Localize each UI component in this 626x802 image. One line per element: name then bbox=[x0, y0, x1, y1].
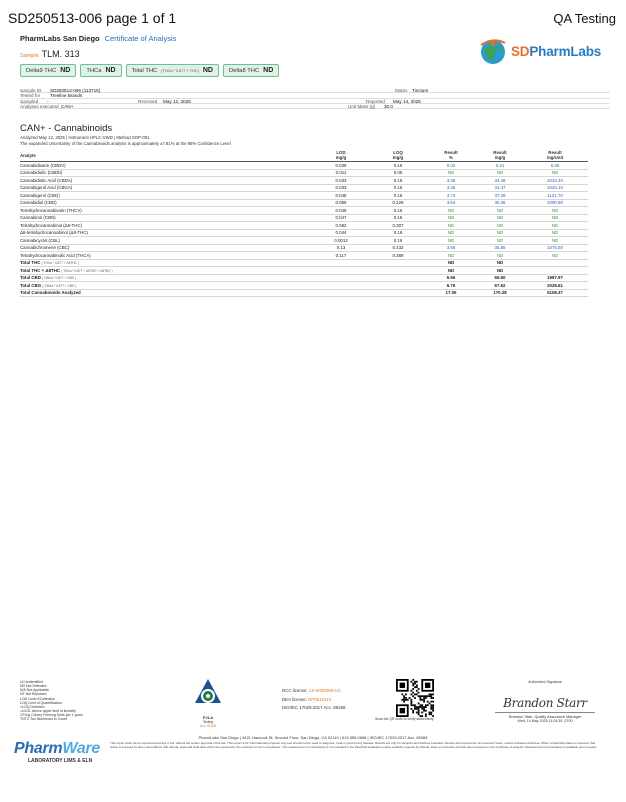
sample-name: TLM. 313 bbox=[41, 49, 80, 59]
result-pct-cell: 3.45 bbox=[424, 177, 478, 185]
analyte-cell: Cannabigerol Acid (CBGA) bbox=[20, 184, 310, 192]
dcc-license: DCC license: C8-0000098-LIC bbox=[282, 688, 342, 693]
pharmlabs-globe-logo-icon bbox=[477, 35, 509, 67]
lod-cell bbox=[310, 282, 372, 290]
footer-disclaimer: This report shall not be reproduced except in full, without the written approval of the lab. This report is for informational purposes only and should not be used to diagnose, treat or prevent any disease. Results are only for samples and batches indicated. Results and reported as "as received" basis, unless indicated otherwise. When a Pass/Fail status is reported, that status is imposed by law in accordance with federal, state and local laws which are reported by the customer to be in compliance. The measurement of uncertainty is not provided in the Pass/Fail evaluation unless explicitly required by federal, state or local laws and has been reported on the certificate of analysis. Measurement of uncertainty is available upon request. bbox=[110, 741, 598, 749]
meta-row-sample-id: Sample ID SD250513-006 (113715) Matrix Tincture bbox=[20, 88, 610, 93]
result-mgunit-cell: 6.30 bbox=[522, 162, 588, 170]
loq-cell: 0.229 bbox=[372, 199, 424, 207]
analyte-cell: Cannabidiol (CBD) bbox=[20, 199, 310, 207]
legend-item: NT Not Reported bbox=[20, 692, 47, 697]
signature-label: Authorized Signature bbox=[528, 680, 562, 684]
pjla-accreditation bbox=[188, 676, 228, 728]
total-mgu-cell: 5108.37 bbox=[522, 289, 588, 297]
table-row bbox=[20, 169, 588, 177]
table-row bbox=[20, 237, 588, 245]
legend-item: UI Unidentified bbox=[20, 680, 43, 684]
signature-line bbox=[495, 712, 595, 713]
result-mgunit-cell: 1034.10 bbox=[522, 184, 588, 192]
lod-cell: 0.049 bbox=[310, 207, 372, 215]
legend-item: LOQ Limit of Quantification bbox=[20, 700, 63, 705]
legend-item: >ULOL Above upper limit of linearity bbox=[20, 709, 76, 714]
total-row bbox=[20, 259, 588, 267]
col-header-analyte: Analyte bbox=[20, 149, 310, 162]
loq-cell: 0.16 bbox=[372, 214, 424, 222]
loq-cell: 0.16 bbox=[372, 192, 424, 200]
loq-cell bbox=[372, 282, 424, 290]
result-mgunit-cell: 1121.70 bbox=[522, 192, 588, 200]
dea-license: DEA license: RP0611543 bbox=[282, 696, 332, 702]
badge-delta8-thc: Delta8 THC ND bbox=[223, 64, 279, 77]
analyte-cell: Cannabichromene (CBC) bbox=[20, 244, 310, 252]
sdpharmlabs-logo bbox=[477, 34, 617, 68]
signature-block bbox=[490, 680, 600, 723]
result-mgg-cell: ND bbox=[478, 207, 522, 215]
lab-name: PharmLabs San Diego bbox=[20, 34, 100, 43]
result-mgg-cell: 35.85 bbox=[478, 244, 522, 252]
total-name: Total THC bbox=[20, 260, 41, 266]
sample-metadata bbox=[20, 88, 610, 109]
result-pct-cell: ND bbox=[424, 237, 478, 245]
sample-line bbox=[20, 49, 80, 59]
total-formula: ( THCa * 0.877 + Δ9THC ) bbox=[41, 261, 79, 266]
table-row bbox=[20, 207, 588, 215]
pharmware-subtitle: LABORATORY LIMS & ELN bbox=[28, 758, 93, 764]
result-mgunit-cell: ND bbox=[522, 214, 588, 222]
abbreviation-legend bbox=[20, 680, 83, 722]
table-row bbox=[20, 229, 588, 237]
pjla-name: PJLA bbox=[202, 715, 214, 720]
col-header-loq: LOQ mg/g bbox=[372, 149, 424, 162]
table-header-row bbox=[20, 149, 588, 162]
loq-cell: 0.16 bbox=[372, 237, 424, 245]
lod-cell: 0.047 bbox=[310, 214, 372, 222]
result-pct-cell: ND bbox=[424, 252, 478, 260]
analyte-cell: Cannabicyclol (CBL) bbox=[20, 237, 310, 245]
lod-cell: 0.044 bbox=[310, 229, 372, 237]
pharmware-logo bbox=[14, 740, 114, 764]
analyte-cell: Tetrahydrocannabinol (Δ9-THC) bbox=[20, 222, 310, 230]
table-row bbox=[20, 244, 588, 252]
result-mgg-cell: ND bbox=[478, 229, 522, 237]
total-formula: ( CBGa * 0.877 + CBG ) bbox=[42, 283, 77, 288]
total-pct-cell: 6.66 bbox=[424, 274, 478, 282]
analyte-cell: Cannabidivarin (CBDV) bbox=[20, 162, 310, 170]
lod-cell bbox=[310, 289, 372, 297]
section-title: CAN+ - Cannabinoids bbox=[20, 123, 113, 134]
qa-testing-title: QA Testing bbox=[553, 10, 616, 26]
qr-code-icon[interactable] bbox=[396, 679, 434, 717]
meta-row-analyses: Analyses executed CAN+ Unit Mass (g) 30.0 bbox=[20, 104, 610, 109]
logo-wordmark: SDPharmLabs bbox=[511, 43, 602, 59]
pjla-testing: Testing bbox=[202, 720, 214, 724]
total-pct-cell: ND bbox=[424, 267, 478, 275]
total-mgg-cell: ND bbox=[478, 259, 522, 267]
result-mgg-cell: 37.39 bbox=[478, 192, 522, 200]
lod-cell: 0.13 bbox=[310, 244, 372, 252]
result-mgunit-cell: ND bbox=[522, 229, 588, 237]
cannabinoid-results-table bbox=[20, 149, 588, 297]
loq-cell: 0.16 bbox=[372, 177, 424, 185]
loq-cell: 0.389 bbox=[372, 252, 424, 260]
handwritten-signature: Brandon Starr bbox=[503, 696, 587, 710]
total-pct-cell: 17.05 bbox=[424, 289, 478, 297]
result-pct-cell: 3.64 bbox=[424, 199, 478, 207]
loq-cell bbox=[372, 259, 424, 267]
total-mgg-cell: 67.62 bbox=[478, 282, 522, 290]
loq-cell bbox=[372, 267, 424, 275]
summary-badges bbox=[20, 64, 279, 77]
total-name: Total THC + Δ8THC bbox=[20, 267, 61, 273]
pjla-seal-icon bbox=[191, 676, 225, 710]
table-row bbox=[20, 222, 588, 230]
result-mgg-cell: ND bbox=[478, 252, 522, 260]
lod-cell bbox=[310, 267, 372, 275]
pharmware-wordmark: PharmWare bbox=[14, 740, 100, 757]
col-header-result-mgg: Result mg/g bbox=[478, 149, 522, 162]
badge-total-thc: Total THC (THCa * 0.877 + THC) ND bbox=[126, 64, 219, 77]
loq-cell: 0.16 bbox=[372, 207, 424, 215]
total-row bbox=[20, 289, 588, 297]
result-mgg-cell: ND bbox=[478, 222, 522, 230]
signature-date: Wed, 14 May 2025 11:24:35 -0700 bbox=[517, 719, 573, 723]
lab-line bbox=[20, 34, 176, 43]
lod-cell: 0.048 bbox=[310, 192, 372, 200]
total-name-cell bbox=[20, 289, 310, 297]
lod-cell bbox=[310, 274, 372, 282]
result-pct-cell: 0.02 bbox=[424, 162, 478, 170]
table-row bbox=[20, 177, 588, 185]
table-row bbox=[20, 252, 588, 260]
legend-item: LOD Limit of Detection bbox=[20, 696, 56, 701]
result-pct-cell: ND bbox=[424, 229, 478, 237]
result-mgg-cell: 0.21 bbox=[478, 162, 522, 170]
table-row bbox=[20, 162, 588, 170]
result-mgg-cell: 36.36 bbox=[478, 199, 522, 207]
loq-cell: 0.432 bbox=[372, 244, 424, 252]
analyte-cell: Tetrahydrocannabivarin (THCV) bbox=[20, 207, 310, 215]
total-mgg-cell: ND bbox=[478, 267, 522, 275]
badge-thca: THCa ND bbox=[80, 64, 121, 77]
lod-cell bbox=[310, 259, 372, 267]
analyte-cell: Cannabigerol (CBG) bbox=[20, 192, 310, 200]
result-pct-cell: 3.74 bbox=[424, 192, 478, 200]
result-mgg-cell: ND bbox=[478, 169, 522, 177]
total-name-cell bbox=[20, 259, 310, 267]
signatory-name: Brandon Starr, Quality Assurance Manager bbox=[508, 715, 582, 719]
total-mgg-cell: 170.28 bbox=[478, 289, 522, 297]
result-mgunit-cell: 1034.40 bbox=[522, 177, 588, 185]
total-pct-cell: ND bbox=[424, 259, 478, 267]
analyte-cell: Cannabinol (CBN) bbox=[20, 214, 310, 222]
total-row bbox=[20, 282, 588, 290]
total-name: Total CBD bbox=[20, 275, 41, 281]
loq-cell bbox=[372, 289, 424, 297]
loq-cell bbox=[372, 274, 424, 282]
result-pct-cell: ND bbox=[424, 214, 478, 222]
sample-label: Sample bbox=[20, 53, 39, 59]
result-mgunit-cell: ND bbox=[522, 169, 588, 177]
footer-address: PharmLabs San Diego | 3421 Hancock St, Second Floor, San Diego, CA 92110 | 619.356.0898 | ISO/IEC 17025:2017 Acc. 85368 bbox=[198, 735, 428, 740]
lod-cell: 0.033 bbox=[310, 177, 372, 185]
result-pct-cell: ND bbox=[424, 222, 478, 230]
legend-item: CFU/g Colony Forming Units per 1 gram bbox=[20, 713, 83, 718]
result-mgunit-cell: ND bbox=[522, 207, 588, 215]
result-pct-cell: 3.45 bbox=[424, 184, 478, 192]
analysis-info: Analyzed May 12, 2025 | Instrument HPLC-VWD | Method SOP-001 bbox=[20, 135, 150, 140]
loq-cell: 0.307 bbox=[372, 222, 424, 230]
total-mgu-cell bbox=[522, 267, 588, 275]
total-name: Total CBG bbox=[20, 282, 42, 288]
loq-cell: 0.16 bbox=[372, 184, 424, 192]
total-pct-cell: 6.76 bbox=[424, 282, 478, 290]
table-row bbox=[20, 184, 588, 192]
result-pct-cell: ND bbox=[424, 169, 478, 177]
badge-delta9-thc: Delta9 THC ND bbox=[20, 64, 76, 77]
result-mgg-cell: 34.47 bbox=[478, 184, 522, 192]
result-pct-cell: ND bbox=[424, 207, 478, 215]
lod-cell: 0.092 bbox=[310, 222, 372, 230]
total-formula: ( THCa * 0.877 + Δ9THC + Δ8THC ) bbox=[61, 268, 113, 273]
meta-row-dates: Sampled - Received May 12, 2025 Reported May 14, 2025 bbox=[20, 99, 610, 104]
col-header-lod: LOD mg/g bbox=[310, 149, 372, 162]
legend-item: N/A Not Applicable bbox=[20, 688, 49, 693]
meta-row-tested-for: Tested for Treeline Brands bbox=[20, 93, 610, 98]
loq-cell: 0.16 bbox=[372, 229, 424, 237]
pjla-accreditation-number: Acc. 81168 bbox=[200, 724, 216, 728]
lod-cell: 0.033 bbox=[310, 184, 372, 192]
total-row bbox=[20, 274, 588, 282]
total-name: Total Cannabinoids Analyzed bbox=[20, 290, 81, 296]
col-header-result-mgunit: Result mg/Unit bbox=[522, 149, 588, 162]
table-row bbox=[20, 199, 588, 207]
iso-accreditation: ISO/IEC 17025:2017 Acc. 85368 bbox=[282, 705, 346, 711]
legend-item: ND Not Detected bbox=[20, 684, 47, 689]
total-mgu-cell bbox=[522, 259, 588, 267]
total-mgg-cell: 66.60 bbox=[478, 274, 522, 282]
total-formula: ( CBDa * 0.877 + CBD ) bbox=[42, 276, 76, 281]
analyte-cell: Cannabidiolic Acid (CBDA) bbox=[20, 177, 310, 185]
table-row bbox=[20, 192, 588, 200]
result-mgg-cell: ND bbox=[478, 214, 522, 222]
result-mgunit-cell: 1090.80 bbox=[522, 199, 588, 207]
table-row bbox=[20, 214, 588, 222]
lod-cell: 0.0012 bbox=[310, 237, 372, 245]
lod-cell: 0.039 bbox=[310, 162, 372, 170]
legend-item: TNTC Too Numerous to Count bbox=[20, 717, 68, 722]
result-mgunit-cell: ND bbox=[522, 222, 588, 230]
uncertainty-note: The expanded Uncertainty of the Cannabinoids analysis is approximately ±7.81% at the 95% Confidence Level bbox=[20, 141, 231, 146]
total-name-cell bbox=[20, 274, 310, 282]
legend-item: <LOQ Detected bbox=[20, 704, 45, 709]
result-pct-cell: 3.58 bbox=[424, 244, 478, 252]
top-bar bbox=[8, 8, 616, 28]
lod-cell: 0.011 bbox=[310, 169, 372, 177]
result-mgg-cell: 34.48 bbox=[478, 177, 522, 185]
total-name-cell bbox=[20, 267, 310, 275]
analyte-cell: Tetrahydrocannabinolic Acid (THCA) bbox=[20, 252, 310, 260]
license-info bbox=[282, 687, 345, 713]
total-mgu-cell: 1997.97 bbox=[522, 274, 588, 282]
col-header-result-pct: Result % bbox=[424, 149, 478, 162]
analyte-cell: Δ8-tetrahydrocannabinol (Δ8-THC) bbox=[20, 229, 310, 237]
result-mgunit-cell: 1075.50 bbox=[522, 244, 588, 252]
document-title: SD250513-006 page 1 of 1 bbox=[8, 10, 177, 26]
lod-cell: 0.117 bbox=[310, 252, 372, 260]
lod-cell: 0.069 bbox=[310, 199, 372, 207]
analyte-cell: Cannabidiolic (CBDb) bbox=[20, 169, 310, 177]
loq-cell: 0.16 bbox=[372, 162, 424, 170]
result-mgunit-cell: ND bbox=[522, 252, 588, 260]
total-mgu-cell: 2028.61 bbox=[522, 282, 588, 290]
total-row bbox=[20, 267, 588, 275]
certificate-of-analysis-label: Certificate of Analysis bbox=[104, 34, 177, 43]
total-name-cell bbox=[20, 282, 310, 290]
loq-cell: 0.05 bbox=[372, 169, 424, 177]
result-mgunit-cell: ND bbox=[522, 237, 588, 245]
qr-caption: Scan the QR code to verify authenticity bbox=[375, 717, 434, 721]
result-mgg-cell: ND bbox=[478, 237, 522, 245]
